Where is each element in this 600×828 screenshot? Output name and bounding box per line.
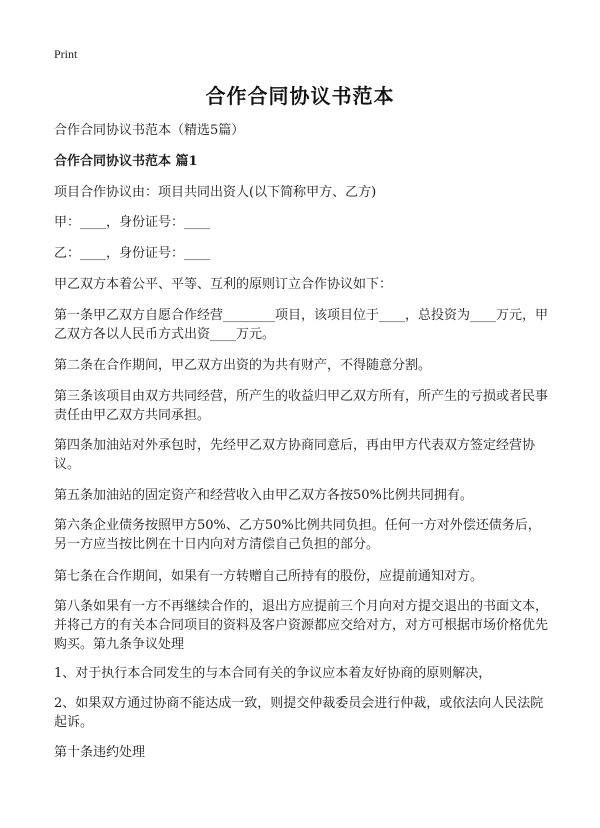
paragraph-dispute-1: 1、对于执行本合同发生的与本合同有关的争议应本着友好协商的原则解决， [54, 666, 492, 681]
paragraph-party-b: 乙：____，身份证号：____ [54, 246, 211, 261]
paragraph-intro: 项目合作协议由：项目共同出资人(以下简称甲方、乙方) [54, 185, 377, 200]
section-heading: 合作合同协议书范本 篇1 [54, 154, 198, 169]
paragraph-article-1: 第一条甲乙双方自愿合作经营________项目，该项目位于____，总投资为____万元，甲乙双方各以人民币方式出资____万元。 [54, 308, 549, 342]
paragraph-party-a: 甲：____，身份证号：____ [54, 215, 211, 230]
paragraph-article-8: 第八条如果有一方不再继续合作的，退出方应提前三个月向对方提交退出的书面文本，并将己方的有关本合同项目的资料及客户资源都应交给对方，对方可根据市场价格优先购买。第九条争议处理 [54, 599, 549, 652]
paragraph-article-5: 第五条加油站的固定资产和经营收入由甲乙双方各按50%比例共同拥有。 [54, 488, 473, 503]
paragraph-principle: 甲乙双方本着公平、平等、互利的原则订立合作协议如下： [54, 277, 393, 292]
paragraph-article-4: 第四条加油站对外承包时，先经甲乙双方协商同意后，再由甲方代表双方签定经营协议。 [54, 438, 536, 472]
paragraph-article-7: 第七条在合作期间，如果有一方转赠自己所持有的股份，应提前通知对方。 [54, 569, 484, 584]
paragraph-article-10: 第十条违约处理 [54, 745, 146, 760]
paragraph-article-3: 第三条该项目由双方共同经营，所产生的收益归甲乙双方所有，所产生的亏损或者民事责任由甲乙双方共同承担。 [54, 389, 549, 423]
paragraph-article-6: 第六条企业债务按照甲方50%、乙方50%比例共同负担。任何一方对外偿还债务后，另一方应当按比例在十日内向对方清偿自己负担的部分。 [54, 518, 541, 552]
paragraph-dispute-2: 2、如果双方通过协商不能达成一致，则提交仲裁委员会进行仲裁，或依法向人民法院起诉。 [54, 696, 544, 730]
paragraph-article-2: 第二条在合作期间，甲乙双方出资的为共有财产，不得随意分割。 [54, 358, 432, 373]
print-label: Print [54, 47, 78, 61]
document-title: 合作合同协议书范本 [205, 84, 395, 108]
document-subtitle: 合作合同协议书范本（精选5篇） [54, 123, 245, 138]
